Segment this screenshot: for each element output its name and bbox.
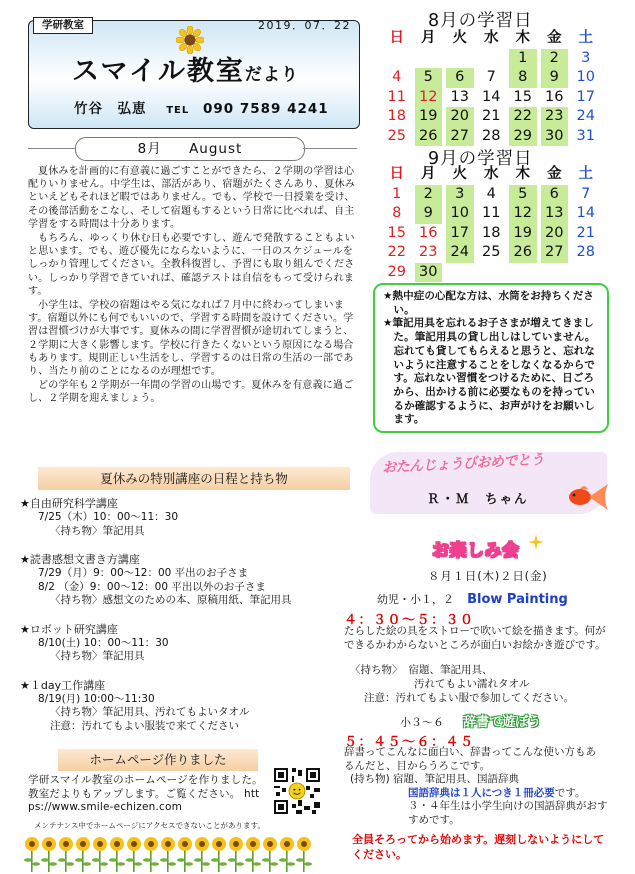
month-banner [75, 137, 305, 161]
notice-box [373, 283, 609, 433]
calendar-day: 20 [541, 224, 569, 244]
calendar-day: 6 [541, 185, 569, 205]
birthday-label: おたんじょうびおめでとう [381, 451, 545, 477]
session2-items: (持ち物) 宿題、筆記用具、国語辞典 [350, 773, 520, 785]
calendar-day: 11 [482, 205, 501, 221]
calendar-day: 13 [541, 204, 569, 224]
calendar-day: 9 [541, 68, 569, 88]
calendar-day: 10 [446, 204, 474, 224]
calendar-empty-cell [509, 263, 537, 283]
lecture-item [20, 623, 360, 664]
calendar-day: 16 [545, 88, 564, 105]
calendar-weekday: 土 [578, 166, 593, 182]
session1-grade: 幼児・小１，２ [377, 593, 454, 606]
title-main: スマイル教室 [72, 56, 245, 87]
calendar-day: 5 [509, 185, 537, 205]
session1-desc: たらした絵の具をストローで吹いて絵を描きます。何ができるかわからないところが面白いお絵かき遊びです。 [344, 625, 606, 651]
lecture-line: 8/19(月) 10:00～11:30 [38, 692, 155, 705]
calendar-day: 11 [387, 88, 406, 105]
calendar-day: 15 [513, 88, 532, 105]
teacher-name: 竹谷 弘恵 [74, 101, 147, 117]
tel-number: 090 7589 4241 [202, 101, 329, 117]
calendar-day: 2 [541, 49, 569, 69]
calendar-august-title: 8月の学習日 [428, 11, 533, 31]
calendar-day: 24 [446, 243, 474, 263]
lecture-line: 7/29（月）9：00～12：00 平出のお子さま [38, 567, 249, 579]
calendar-day: 18 [387, 108, 406, 124]
banner-rule-right [303, 148, 357, 149]
intro-text [28, 165, 358, 407]
calendar-day: 21 [576, 224, 595, 241]
calendar-day: 26 [415, 127, 443, 147]
calendar-september [381, 165, 602, 282]
session1-header [377, 588, 568, 607]
calendar-day: 30 [415, 263, 443, 283]
session1-name: Blow Painting [467, 592, 568, 607]
calendar-day: 29 [509, 127, 537, 147]
calendar-day: 9 [415, 204, 443, 224]
calendar-day: 3 [446, 185, 474, 205]
calendar-empty-cell [446, 263, 474, 283]
session2-time: ５：４５～６：４５ [344, 735, 475, 750]
session2-name: 辞書で遊ぼう [463, 715, 542, 730]
calendar-day: 13 [450, 88, 469, 105]
calendar-day: 31 [576, 127, 595, 144]
session2-grade: 小３～６ [400, 716, 444, 729]
lectures-banner: 夏休みの特別講座の日程と持ち物 [38, 467, 350, 490]
calendar-day: 7 [581, 185, 591, 202]
calendar-day: 2 [415, 185, 443, 205]
calendar-day: 5 [415, 68, 443, 88]
calendar-day: 23 [419, 244, 438, 260]
lecture-line: 8/2 （金）9：00～12：00 平出以外のお子さま [38, 580, 266, 593]
dict-note-emphasis: 国語辞典は１人につき１冊必要 [408, 787, 555, 799]
lecture-title: ★１day工作講座 [20, 678, 106, 692]
intro-paragraph: 小学生は、学校の宿題はやる気になれば７月中に終わってしまいます。宿題以外にも何でもいいので、学習する時間を設けてください。学習は習慣づけが大事です。夏休みの間に学習習慣が途切れてしまうと、２学期に大きく影響します。学校に行きたくないという原因になる場合もあります。規則正しい生活をし、学習するのは日常の生活の一部であり、当たり前のことになるのが理想です。 [28, 300, 354, 378]
notice-item: ★熱中症の心配な方は、水筒をお持ちください。 [383, 290, 594, 316]
calendar-day: 20 [446, 107, 474, 127]
calendar-day: 17 [446, 224, 474, 244]
calendar-weekday: 水 [484, 30, 499, 46]
calendar-day: 19 [509, 224, 537, 244]
calendar-empty-cell [383, 49, 411, 69]
session1-items-line1: 宿題、筆記用具、 [408, 664, 493, 676]
birthday-name: Ｒ・Ｍ ちゃん [427, 491, 529, 506]
dict-note-end: です。 [554, 787, 586, 799]
teacher-line [74, 97, 329, 117]
calendar-weekday: 金 [547, 30, 562, 46]
calendar-empty-cell [446, 49, 474, 69]
org-tag: 学研教室 [33, 17, 93, 34]
tel-label: TEL [166, 105, 190, 116]
calendar-day: 4 [486, 185, 496, 202]
calendar-day: 8 [509, 68, 537, 88]
calendar-weekday: 水 [484, 166, 499, 182]
calendar-day: 22 [509, 107, 537, 127]
calendar-day: 27 [541, 243, 569, 263]
lecture-list [20, 497, 360, 733]
calendar-weekday: 木 [515, 166, 530, 182]
session1-items [350, 664, 530, 691]
calendar-empty-cell [541, 263, 569, 283]
calendar-day: 7 [486, 69, 496, 85]
calendar-day: 26 [509, 243, 537, 263]
event-title: お楽しみ会 [432, 541, 520, 561]
lecture-line: 注意：汚れてもよい服装で来てください [50, 719, 239, 732]
lecture-line: 7/25（木）10：00～11：30 [38, 511, 179, 523]
calendar-weekday: 土 [578, 30, 593, 46]
notice-item: ★筆記用具を忘れるお子さまが増えてきました。筆記用具の貸し出しはしていません。忘れても貸してもらえると思うと、忘れないように注意することをしなくなるからです。忘れない習慣をつけるために、日ごろから、出かける前に必要なものを持っているか確認するように、お声がけをお願いします。 [383, 317, 596, 426]
banner-rule-left [28, 148, 75, 149]
calendar-weekday: 金 [547, 166, 562, 182]
lecture-line: 〈持ち物〉感想文のための本、原稿用紙、筆記用具 [50, 594, 292, 606]
event-date: ８月１日(木)２日(金) [428, 569, 548, 583]
calendar-day: 15 [387, 224, 406, 241]
lecture-line: 〈持ち物〉筆記用具 [50, 650, 145, 662]
calendar-day: 12 [509, 204, 537, 224]
calendar-september-title: 9月の学習日 [428, 149, 533, 169]
calendar-day: 10 [576, 69, 595, 85]
calendar-day: 25 [387, 127, 406, 144]
calendar-weekday: 月 [421, 30, 436, 46]
calendar-day: 24 [576, 108, 595, 124]
calendar-day: 4 [392, 69, 402, 85]
calendar-day: 1 [392, 185, 402, 202]
calendar-day: 12 [415, 88, 443, 108]
intro-paragraph: もちろん、ゆっくり休む日も必要ですし、遊んで発散することもよいと思います。でも、遊び優先にならないように、一日のスケジュールをしっかり管理してください。全教科復習し、予習にも取り組んでください。しっかり学習できていれば、確認テストは自信をもって受けられます。 [28, 233, 355, 297]
issue-date: 2019．07．22 [258, 19, 351, 32]
calendar-empty-cell [478, 49, 506, 69]
lecture-item [20, 497, 360, 538]
calendar-day: 22 [387, 244, 406, 260]
month-english: August [189, 141, 243, 157]
calendar-weekday: 木 [515, 30, 530, 46]
calendar-weekday: 火 [452, 30, 467, 46]
qr-code-icon[interactable] [272, 766, 322, 816]
calendar-day: 1 [509, 49, 537, 69]
calendar-day: 16 [419, 224, 438, 241]
calendar-august [381, 29, 602, 146]
calendar-empty-cell [572, 263, 600, 283]
calendar-weekday: 月 [421, 166, 436, 182]
calendar-empty-cell [415, 49, 443, 69]
calendar-day: 17 [576, 88, 595, 105]
calendar-day: 27 [446, 127, 474, 147]
title-suffix: だより [244, 65, 299, 85]
session1-items-line2: 汚れてもよい濡れタオル [414, 677, 530, 690]
lecture-title: ★ロボット研究講座 [20, 622, 118, 636]
sparkle-icon [528, 534, 544, 550]
calendar-day: 23 [541, 107, 569, 127]
calendar-day: 14 [576, 205, 595, 221]
calendar-weekday: 火 [452, 166, 467, 182]
intro-paragraph: どの学年も２学期が一年間の学習の山場です。夏休みを有意義に過ごし、２学期を迎えましょう。 [28, 380, 354, 405]
lecture-title: ★自由研究科学講座 [20, 497, 118, 510]
calendar-day: 28 [482, 127, 501, 144]
lecture-line: 8/10(土) 10：00～11：30 [38, 636, 169, 649]
calendar-day: 6 [446, 68, 474, 88]
calendar-day: 8 [392, 205, 402, 221]
calendar-day: 21 [482, 108, 501, 124]
session1-items-label: 〈持ち物〉 [350, 664, 403, 676]
homepage-note: メンテナンス中でホームページにアクセスできないことがあります。 [34, 821, 265, 830]
session1-time: ４：３０～５：３０ [344, 613, 475, 628]
newsletter-title [72, 56, 299, 91]
session1-note: 注意：汚れてもよい服で参加してください。 [364, 692, 574, 704]
sunflower-row-icon [24, 834, 324, 872]
lecture-line: 〈持ち物〉筆記用具、汚れてもよいタオル [50, 706, 250, 718]
calendar-day: 18 [482, 224, 501, 241]
lecture-line: 〈持ち物〉筆記用具 [50, 524, 145, 537]
calendar-day: 19 [415, 107, 443, 127]
lecture-item [20, 679, 360, 734]
event-final-note: 全員そろってから始めます。遅刻しないようにしてください。 [352, 833, 605, 861]
calendar-day: 3 [581, 49, 591, 66]
calendar-weekday: 日 [389, 30, 404, 46]
sunflower-icon [176, 26, 204, 54]
session2-header [400, 711, 541, 730]
intro-paragraph: 夏休みを計画的に有意義に過ごすことができたら、２学期の学習は心配りいりません。中学生は、部活があり、宿題がたくさんあり、夏休みといえどもそれほど暇ではありません。でも、学校で一日授業を受け、その後部活動をこなし、そして宿題もするという日常に比べれば、自主学習をする時間は十分あります。 [28, 166, 355, 230]
calendar-day: 29 [387, 263, 406, 280]
calendar-day: 30 [541, 127, 569, 147]
lecture-item [20, 553, 360, 608]
session2-desc: 辞書ってこんなに面白い、辞書ってこんな使い方もあるんだと、目からうろこです。 [344, 746, 596, 772]
calendar-weekday: 日 [389, 166, 404, 182]
homepage-banner: ホームページ作りました [58, 749, 258, 771]
calendar-empty-cell [478, 263, 506, 283]
homepage-text: 学研スマイル教室のホームページを作りました。教室だよりもアップします。ご覧ください。 https://www.smile-echizen.com [28, 774, 263, 813]
session2-grade-note: ３・４年生は小学生向けの国語辞典がおすすめです。 [408, 800, 608, 826]
month-label: 8月 [137, 141, 162, 157]
lecture-title: ★読書感想文書き方講座 [20, 553, 140, 566]
goldfish-icon [566, 480, 610, 514]
calendar-day: 28 [576, 244, 595, 260]
calendar-day: 25 [482, 244, 501, 260]
session2-dict-note [408, 787, 585, 801]
calendar-day: 14 [482, 88, 501, 105]
